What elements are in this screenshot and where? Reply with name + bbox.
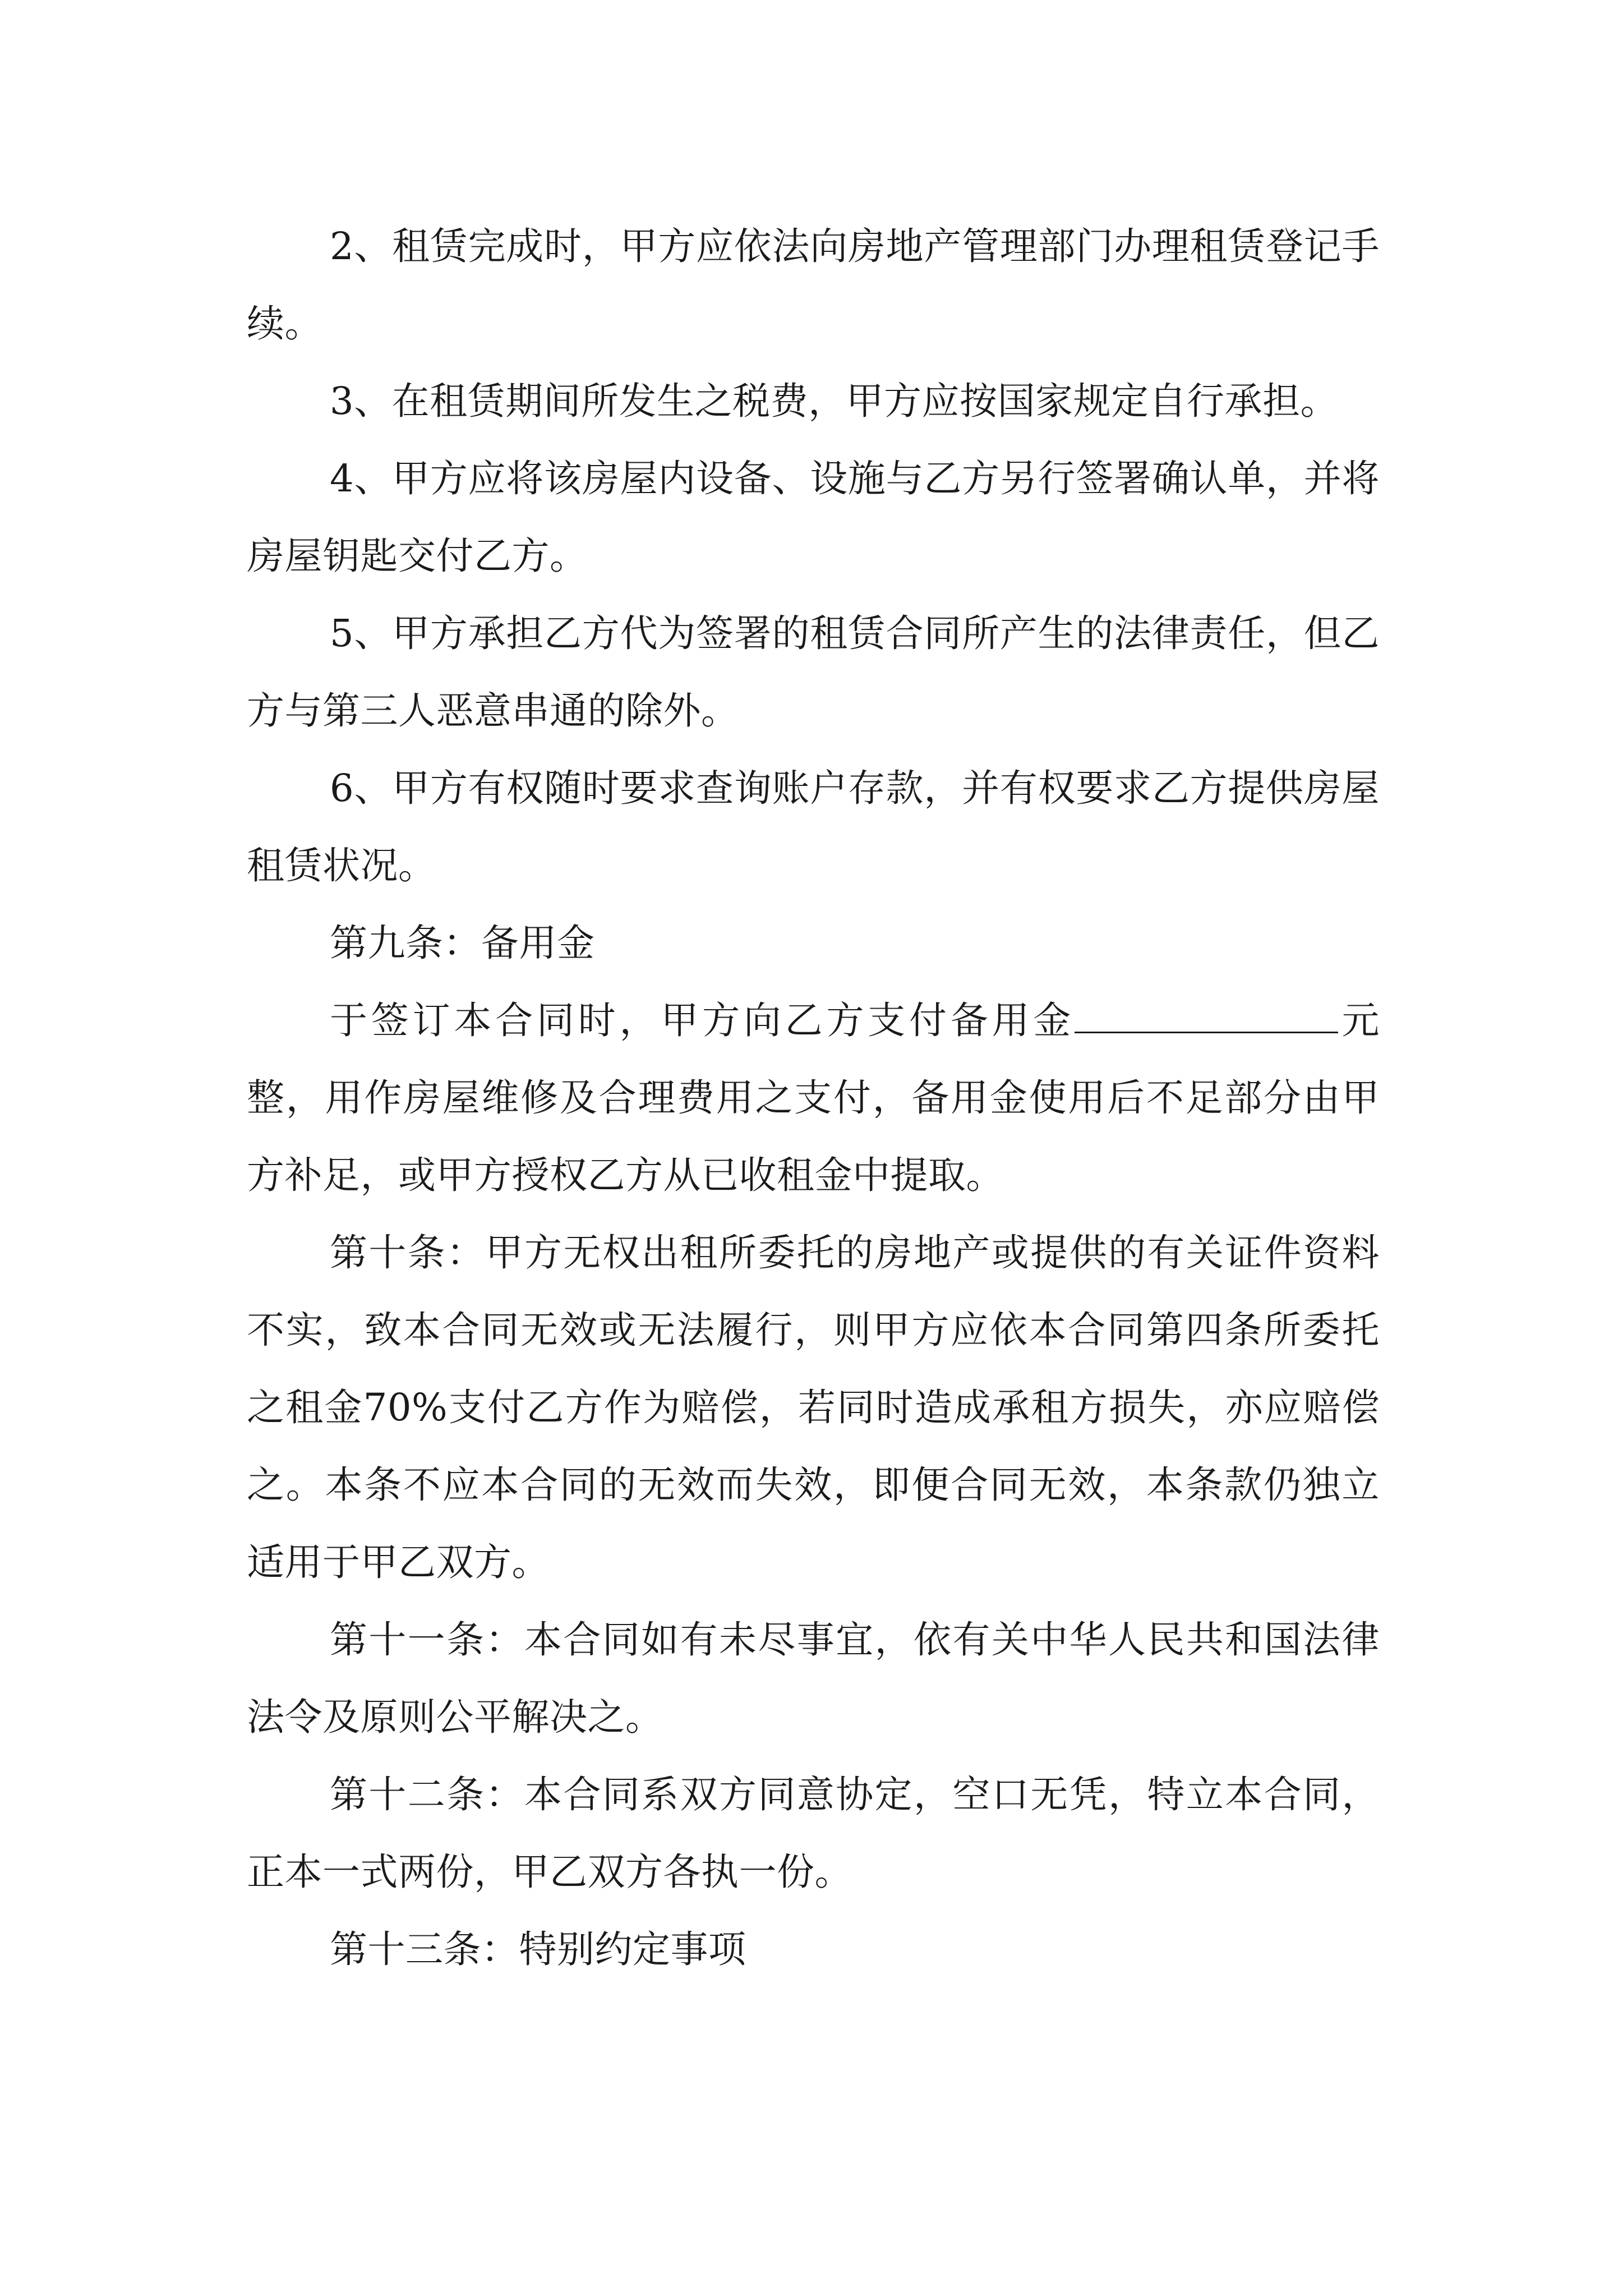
- clause-paragraph: 5、甲方承担乙方代为签署的租赁合同所产生的法律责任，但乙方与第三人恶意串通的除外。: [247, 611, 1380, 733]
- clause-paragraph: 第十二条：本合同系双方同意协定，空口无凭，特立本合同，正本一式两份，甲乙双方各执一份。: [247, 1773, 1380, 1894]
- clause-paragraph: 第十一条：本合同如有未尽事宜，依有关中华人民共和国法律法令及原则公平解决之。: [247, 1618, 1380, 1739]
- clause-paragraph: 3、在租赁期间所发生之税费，甲方应按国家规定自行承担。: [330, 379, 1339, 423]
- clause-paragraph: 第十条：甲方无权出租所委托的房地产或提供的有关证件资料不实，致本合同无效或无法履行，则甲方应依本合同第四条所委托之租金70%支付乙方作为赔偿，若同时造成承租方损失，亦应赔偿之。本条不应本合同的无效而失效，即便合同无效，本条款仍独立适用于甲乙双方。: [247, 1231, 1380, 1584]
- article-heading: 第九条：备用金: [330, 921, 595, 965]
- amount-blank-line: [1075, 992, 1338, 1033]
- clause-paragraph: 2、租赁完成时，甲方应依法向房地产管理部门办理租赁登记手续。: [247, 224, 1380, 346]
- article-heading: 第十三条：特别约定事项: [330, 1927, 746, 1971]
- reserve-fund-paragraph: [247, 982, 1380, 1214]
- clause-paragraph: 4、甲方应将该房屋内设备、设施与乙方另行签署确认单，并将房屋钥匙交付乙方。: [247, 457, 1380, 578]
- reserve-fund-text-after: 元整，用作房屋维修及合理费用之支付，备用金使用后不足部分由甲方补足，或甲方授权乙方从已收租金中提取。: [247, 999, 1380, 1197]
- clause-paragraph: 6、甲方有权随时要求查询账户存款，并有权要求乙方提供房屋租赁状况。: [247, 766, 1380, 887]
- document-body: [247, 208, 1380, 1988]
- reserve-fund-text-before: 于签订本合同时，甲方向乙方支付备用金: [330, 999, 1075, 1042]
